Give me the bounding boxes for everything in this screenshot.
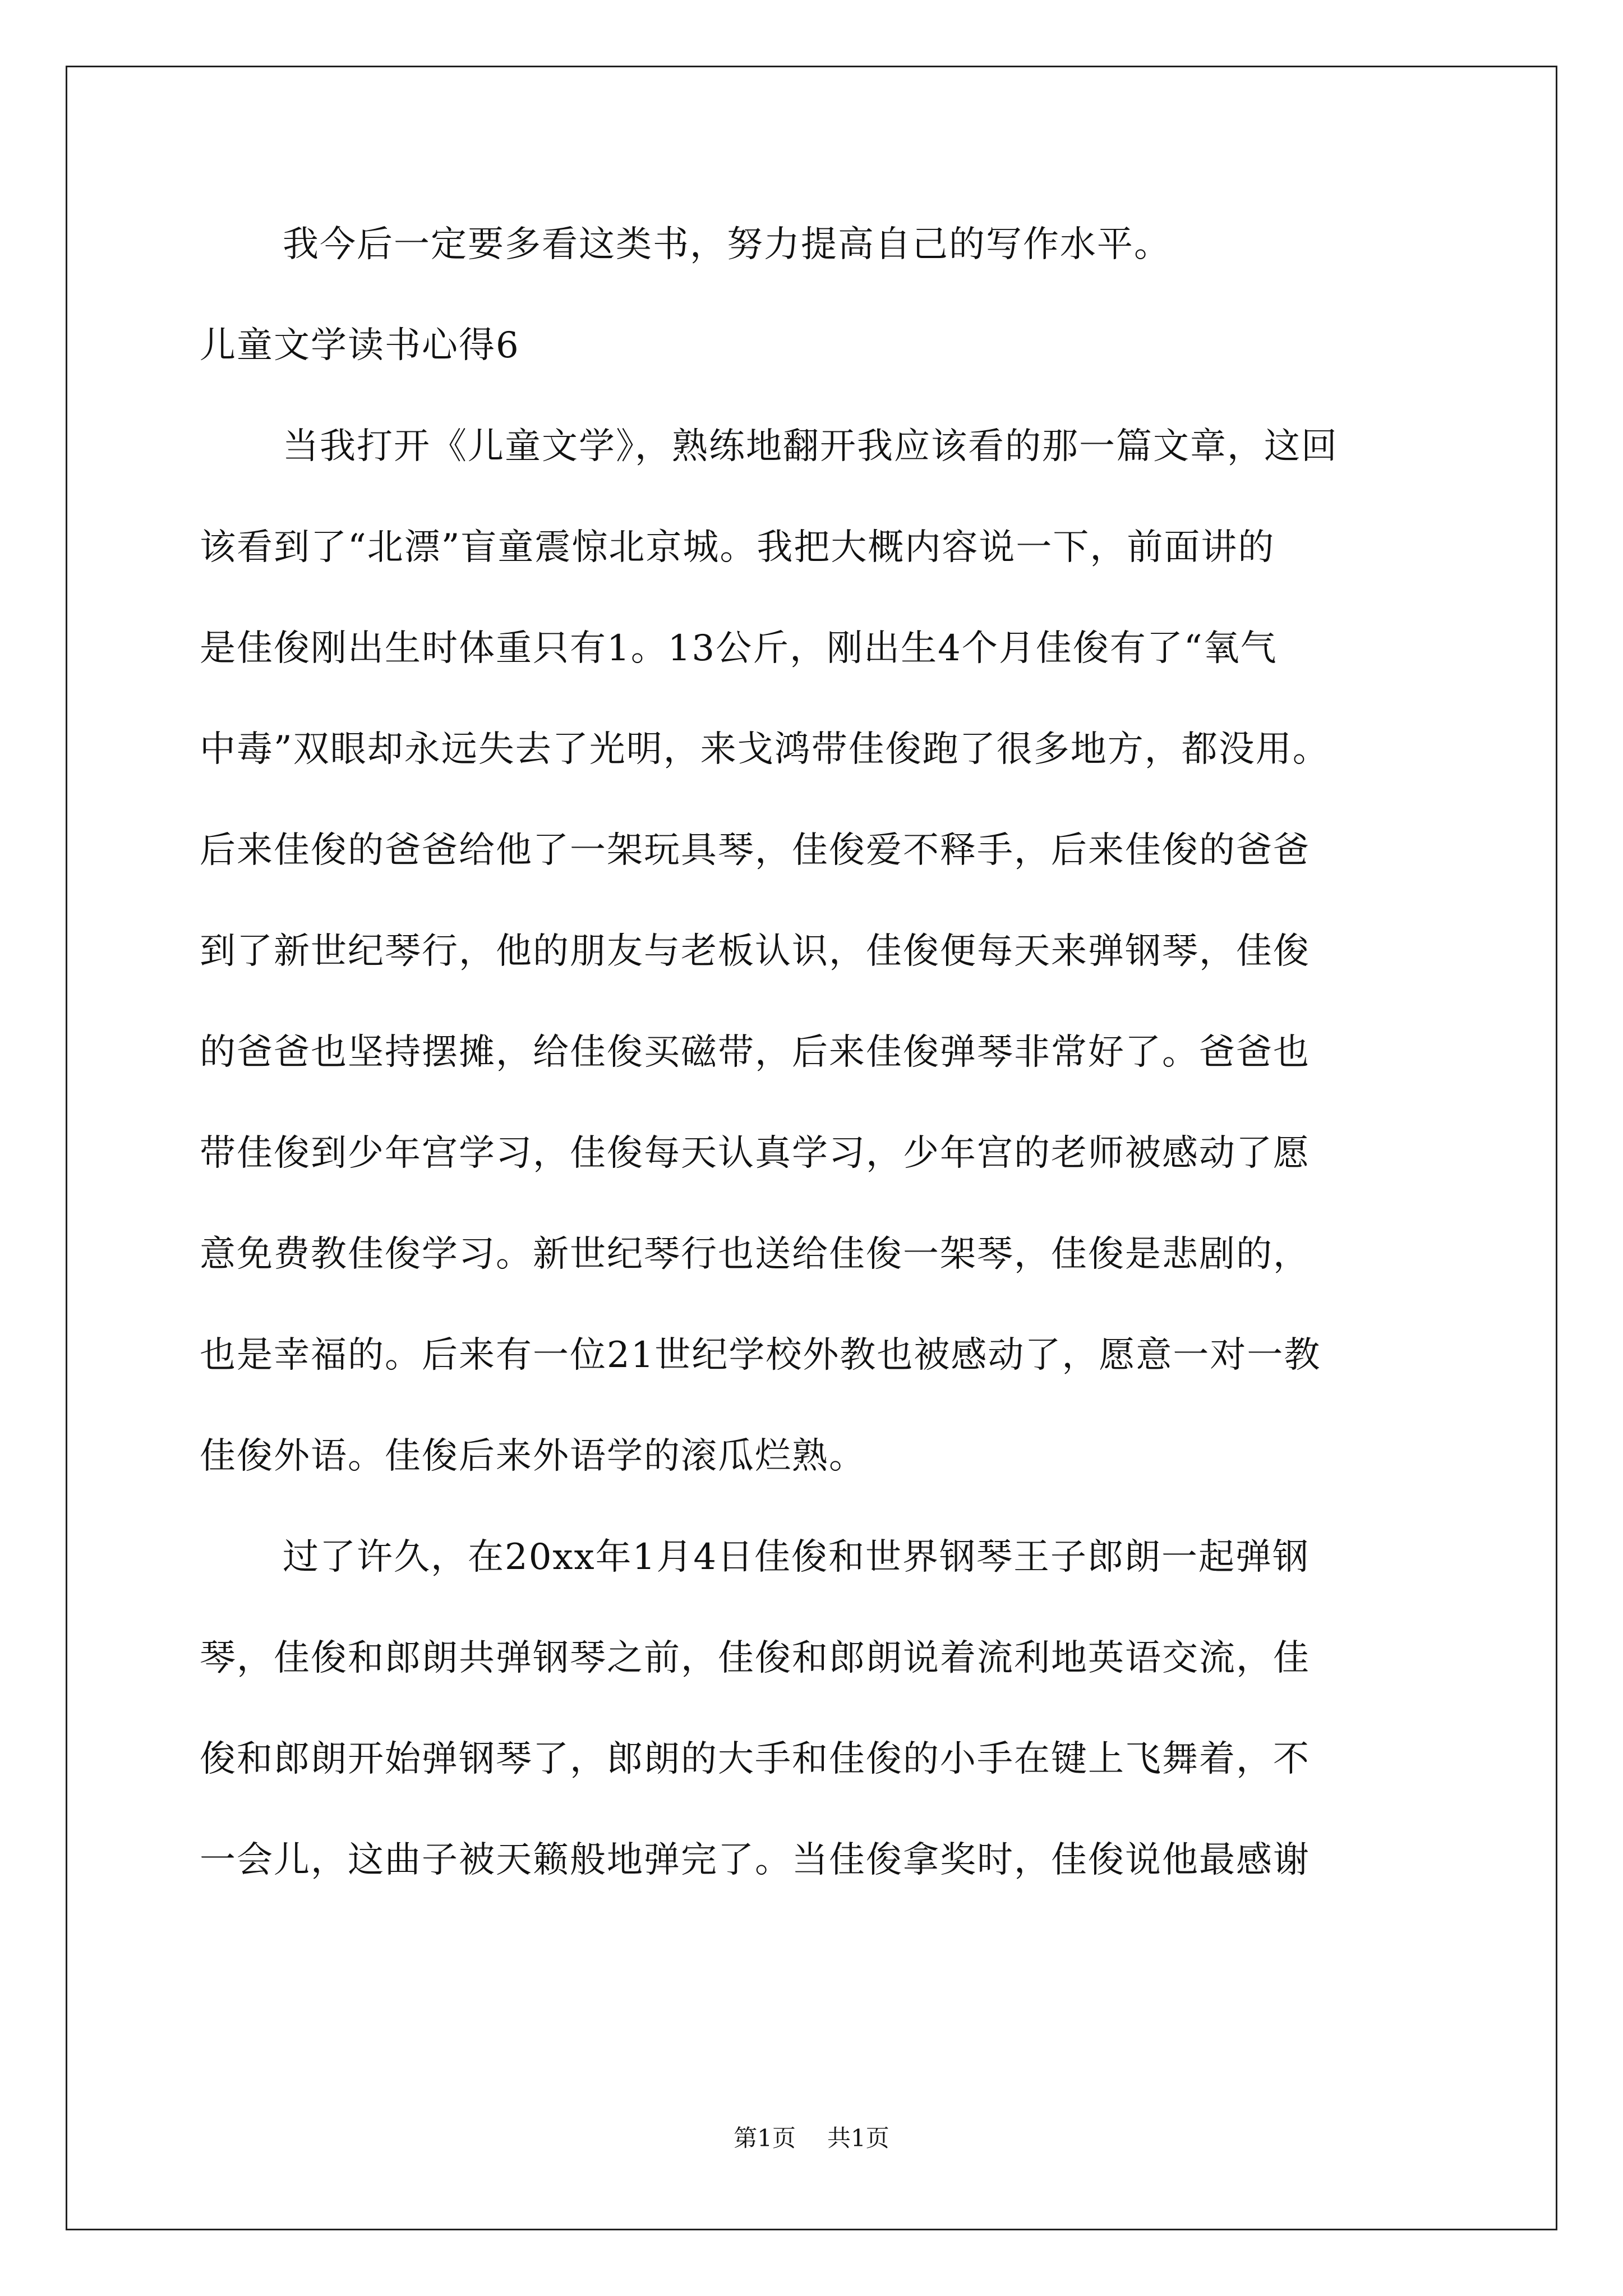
paragraph-line: 当我打开《儿童文学》，熟练地翻开我应该看的那一篇文章，这回 [283, 426, 1338, 467]
paragraph-line: 该看到了“北漂”盲童震惊北京城。我把大概内容说一下，前面讲的 [200, 527, 1275, 568]
paragraph-2 [200, 1531, 1433, 1886]
paragraph-line: 琴，佳俊和郎朗共弹钢琴之前，佳俊和郎朗说着流利地英语交流，佳 [200, 1637, 1310, 1679]
document-body [200, 219, 1433, 1886]
paragraph-line: 也是幸福的。后来有一位21世纪学校外教也被感动了，愿意一对一教 [200, 1335, 1321, 1376]
page-number: 第1页 [734, 2124, 796, 2152]
page-total: 共1页 [827, 2124, 889, 2152]
paragraph-line: 带佳俊到少年宫学习，佳俊每天认真学习，少年宫的老师被感动了愿 [200, 1133, 1310, 1174]
paragraph-line: 中毒”双眼却永远失去了光明，来戈鸿带佳俊跑了很多地方，都没用。 [200, 729, 1330, 770]
paragraph-line: 俊和郎朗开始弹钢琴了，郎朗的大手和佳俊的小手在键上飞舞着，不 [200, 1738, 1310, 1780]
paragraph-1 [200, 421, 1433, 1482]
paragraph-line: 佳俊外语。佳俊后来外语学的滚瓜烂熟。 [200, 1435, 866, 1477]
paragraph-line: 的爸爸也坚持摆摊，给佳俊买磁带，后来佳俊弹琴非常好了。爸爸也 [200, 1032, 1310, 1073]
paragraph-line: 一会儿，这曲子被天籁般地弹完了。当佳俊拿奖时，佳俊说他最感谢 [200, 1839, 1310, 1881]
paragraph-line: 意免费教佳俊学习。新世纪琴行也送给佳俊一架琴，佳俊是悲剧的， [200, 1234, 1310, 1275]
paragraph-line: 后来佳俊的爸爸给他了一架玩具琴，佳俊爱不释手，后来佳俊的爸爸 [200, 830, 1310, 871]
section-heading: 儿童文学读书心得6 [200, 325, 520, 366]
paragraph-line: 到了新世纪琴行，他的朋友与老板认识，佳俊便每天来弹钢琴，佳俊 [200, 931, 1310, 972]
intro-line: 我今后一定要多看这类书，努力提高自己的写作水平。 [283, 224, 1171, 265]
paragraph-line: 是佳俊刚出生时体重只有1。13公斤，刚出生4个月佳俊有了“氧气 [200, 628, 1278, 669]
page-footer [0, 2122, 1623, 2155]
paragraph-line: 过了许久，在20xx年1月4日佳俊和世界钢琴王子郎朗一起弹钢 [283, 1536, 1310, 1578]
